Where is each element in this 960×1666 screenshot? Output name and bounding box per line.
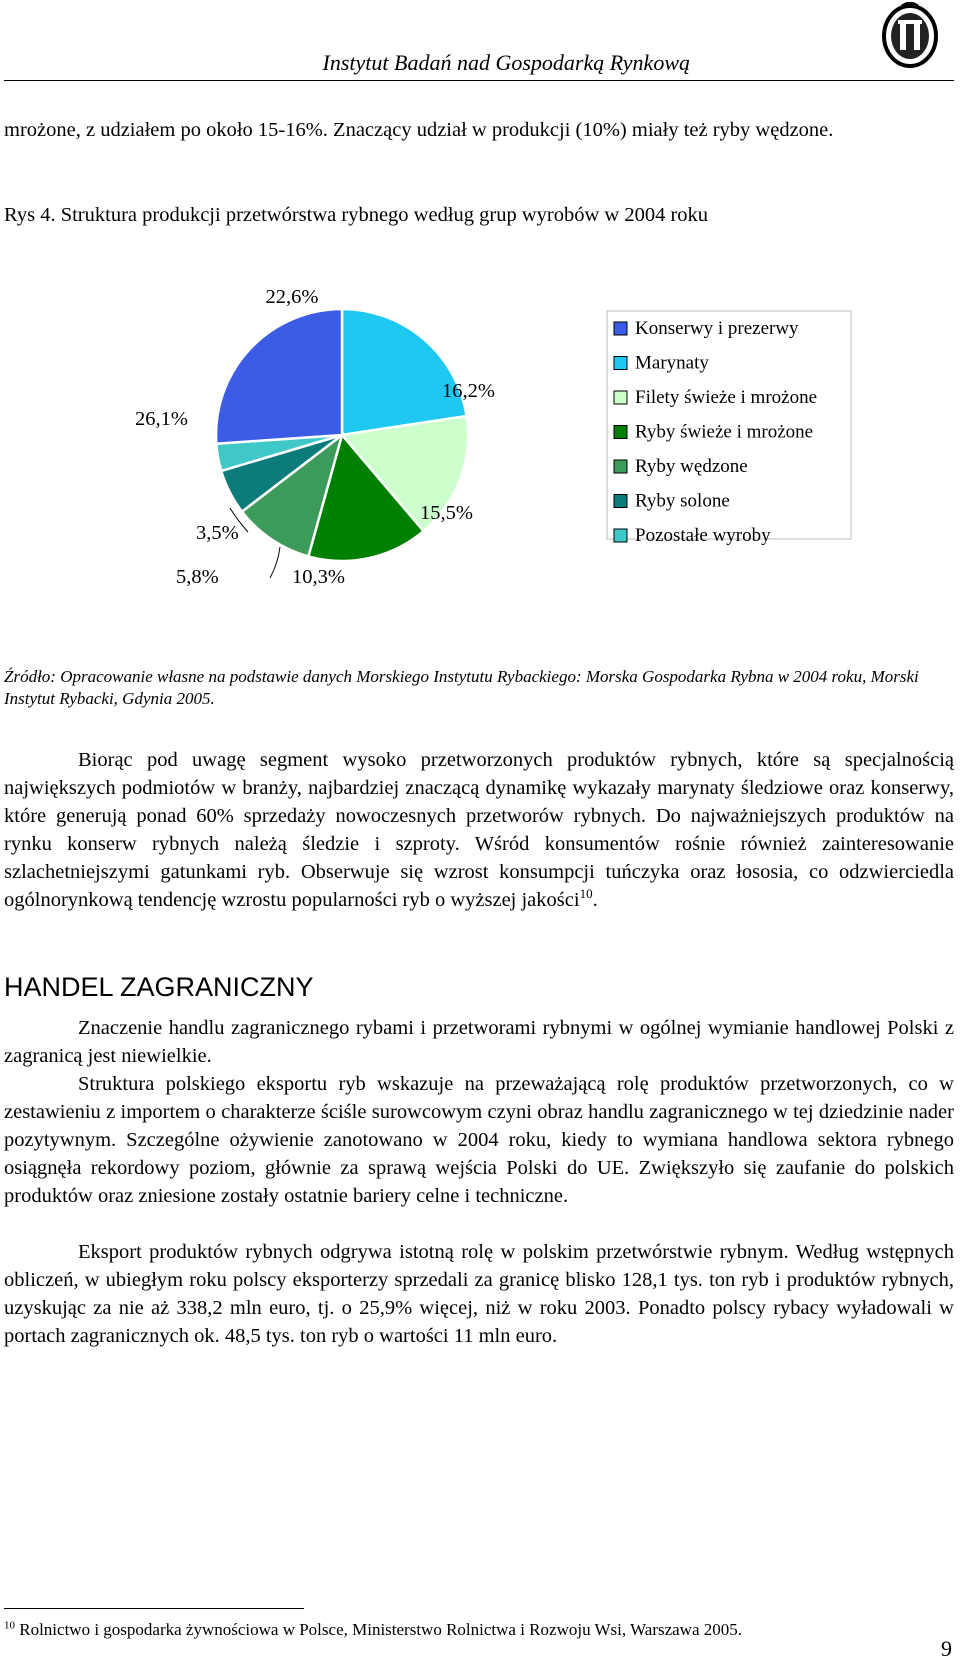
- legend-swatch: [614, 391, 627, 404]
- footnote-number: 10: [4, 1619, 15, 1632]
- section-title: HANDEL ZAGRANICZNY: [4, 972, 314, 1002]
- pie-data-label: 15,5%: [420, 502, 473, 524]
- legend-swatch: [614, 495, 627, 508]
- footnote: [4, 1620, 742, 1640]
- body-paragraph-1-end: .: [592, 889, 598, 911]
- institute-logo: [880, 2, 940, 72]
- header-rule: [4, 80, 954, 81]
- legend-entry: Ryby solone: [635, 490, 730, 512]
- page-number: 9: [941, 1636, 952, 1661]
- header-title: Instytut Badań nad Gospodarką Rynkową: [322, 50, 690, 75]
- footnote-text: Rolnictwo i gospodarka żywnościowa w Polsce, Ministerstwo Rolnictwa i Rozwoju Wsi, Warszawa 2005.: [15, 1620, 743, 1639]
- chart-legend: [607, 311, 851, 546]
- legend-entry: Konserwy i prezerwy: [635, 318, 799, 339]
- section-paragraph-3: Eksport produktów rybnych odgrywa istotną rolę w polskim przetwórstwie rybnym. Według wstępnych obliczeń, w ubiegłym roku polscy eksporterzy sprzedali za granicę blisko 128,1 tys. ton ryb i produktów rybnych, uzyskując za nie aż 338,2 mln euro, tj. o 25,9% więcej, niż w roku 2003. Ponadto polscy rybacy wyładowali w portach zagranicznych ok. 48,5 tys. ton ryb o wartości 11 mln euro.: [4, 1241, 954, 1347]
- body-paragraph-1-text: Biorąc pod uwagę segment wysoko przetworzonych produktów rybnych, które są specjalnością największych podmiotów w branży, najbardziej znaczącą dynamikę wykazały marynaty śledziowe oraz konserwy, które generują ponad 60% sprzedaży nowoczesnych przetworów rybnych. Do najważniejszych produktów na rynku konserw rybnych należą śledzie i szproty. Wśród konsumentów rośnie również zainteresowanie szlachetniejszymi gatunkami ryb. Obserwuje się wzrost konsumpcji tuńczyka oraz łososia, co odzwierciedla ogólnorynkową tendencję wzrostu popularności ryb o wyższej jakości: [4, 749, 954, 911]
- pie-slice: [342, 309, 467, 435]
- footnote-ref: 10: [579, 886, 593, 902]
- pie-data-label: 5,8%: [176, 566, 219, 588]
- legend-entry: Ryby świeże i mrożone: [635, 421, 814, 443]
- pie-chart: [0, 280, 960, 610]
- page-header: [0, 0, 960, 84]
- legend-entry: Ryby wędzone: [635, 456, 748, 477]
- section-paragraph-1: Znaczenie handlu zagranicznego rybami i przetworami rybnymi w ogólnej wymianie handlowej Polski z zagranicą jest niewielkie.: [4, 1017, 954, 1067]
- legend-swatch: [614, 426, 627, 439]
- pie-data-label: 22,6%: [265, 286, 319, 308]
- pie-data-label: 10,3%: [292, 566, 345, 588]
- pie-data-label: 3,5%: [196, 522, 239, 544]
- figure-source: Źródło: Opracowanie własne na podstawie danych Morskiego Instytutu Rybackiego: Morska Gospodarka Rybna w 2004 roku, Morski Instytut Rybacki, Gdynia 2005.: [4, 667, 919, 708]
- body-paragraph-1: [4, 746, 954, 914]
- pie-data-label: 16,2%: [442, 380, 495, 402]
- intro-paragraph: mrożone, z udziałem po około 15-16%. Znaczący udział w produkcji (10%) miały też ryby wędzone.: [4, 119, 834, 141]
- section-paragraph-2: Struktura polskiego eksportu ryb wskazuje na przeważającą rolę produktów przetworzonych, co w zestawieniu z importem o charakterze ściśle surowcowym czyni obraz handlu zagranicznego w tej dziedzinie nader pozytywnym. Szczególne ożywienie zanotowano w 2004 roku, kiedy to wymiana handlowa sektora rybnego osiągnęła rekordowy poziom, głównie za sprawą wejścia Polski do UE. Zwiększyło się zaufanie do polskich produktów oraz zniesione zostały ostatnie bariery celne i techniczne.: [4, 1073, 954, 1207]
- legend-swatch: [614, 460, 627, 473]
- pie-slice: [216, 309, 342, 444]
- legend-entry: Marynaty: [635, 352, 709, 374]
- figure-caption: Rys 4. Struktura produkcji przetwórstwa rybnego według grup wyrobów w 2004 roku: [4, 204, 709, 226]
- legend-entry: Filety świeże i mrożone: [635, 387, 818, 408]
- leader-line: [270, 547, 280, 578]
- footnote-rule: [4, 1608, 304, 1609]
- pie-data-label: 26,1%: [135, 408, 188, 430]
- legend-swatch: [614, 529, 627, 542]
- legend-swatch: [614, 357, 627, 370]
- legend-entry: Pozostałe wyroby: [635, 525, 771, 546]
- legend-swatch: [614, 322, 627, 335]
